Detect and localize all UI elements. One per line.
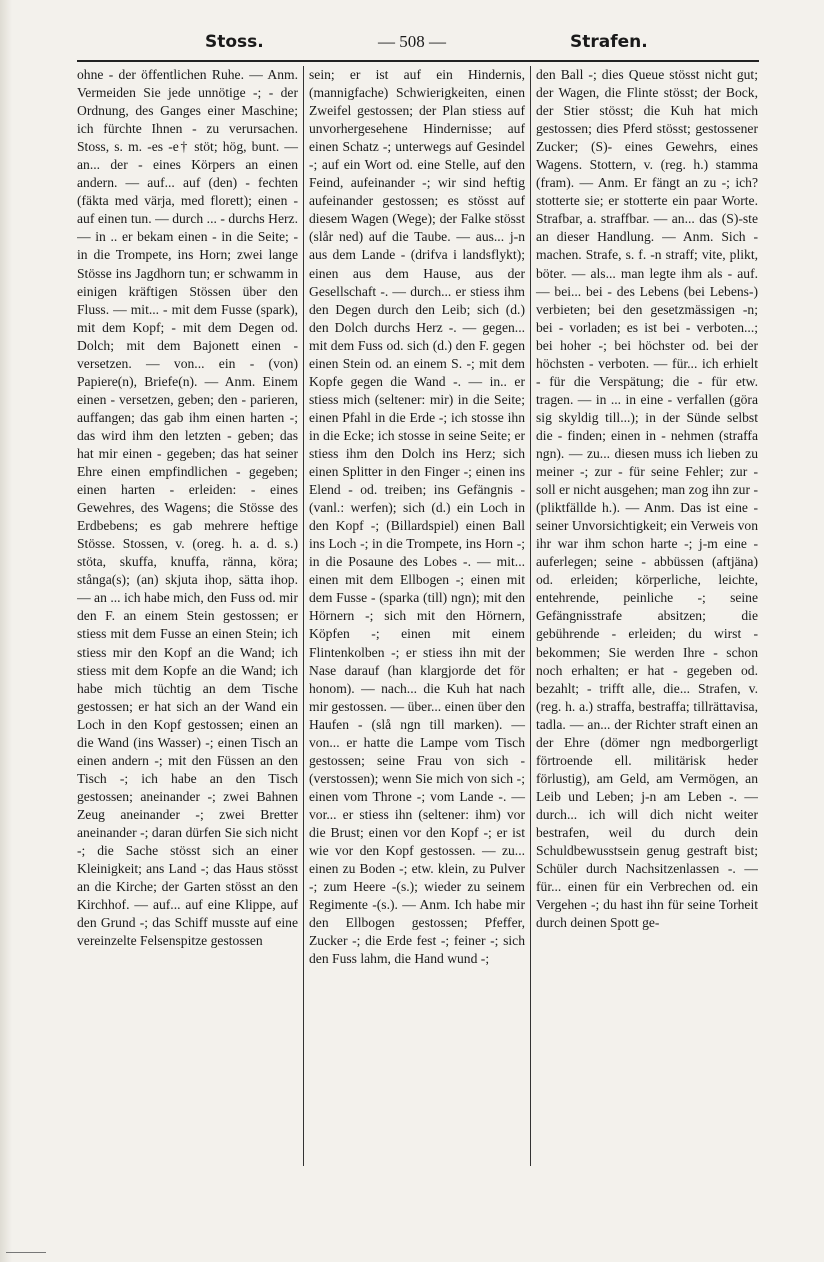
column-3 xyxy=(531,66,758,1166)
page-number: — 508 — xyxy=(378,32,446,51)
column-2 xyxy=(304,66,531,1166)
column-1 xyxy=(77,66,304,1166)
column-1-text: ohne - der öffentlichen Ruhe. — Anm. Vermeiden Sie jede unnötige -; - der Ordnung, des Ganges einer Maschine; ich fürchte Ihnen - zu verursachen. Stoss, s. m. -es -e† stöt; hög, bunt. — an... der - eines Körpers an einen andern. — auf... auf (den) - fechten (fäkta med värja, med florett); einen - auf einen tun. — durch ... - durchs Herz. — in .. er bekam einen - in die Seite; - in die Trompete, ins Horn; zwei lange Stösse ins Jagdhorn tun; er schwamm in einigen kräftigen Stössen über den Fluss. — mit... - mit dem Fusse (spark), mit dem Kopf; - mit dem Degen od. Dolch; mit dem Bajonett einen - versetzen. — von... ein - (von) Papiere(n), Briefe(n). — Anm. Einem einen - versetzen, geben; den - parieren, auffangen; das gab ihm einen harten -; das wird ihm den letzten - geben; das hat mir einen - gegeben; das hat seiner Ehre einen empfindlichen - gegeben; einen harten - erleiden: - eines Gewehres, des Wagens; die Stösse des Erdbebens; es gab mehrere heftige Stösse. Stossen, v. (oreg. h. a. d. s.) stöta, skuffa, knuffa, ränna, köra; stånga(s); (an) skjuta ihop, sätta ihop. — an ... ich habe mich, den Fuss od. mir den F. an einem Stein gestossen; er stiess mit dem Fusse an einen Stein; ich stiess mir den Kopf an die Wand; ich stiess mit dem Kopfe an die Wand; ich habe mich tüchtig an dem Tische gestossen; er hat sich an der Wand ein Loch in den Kopf gestossen; einen an die Wand (ins Wasser) -; einen Tisch an einen andern -; mit den Füssen an den Tisch -; ich habe an den Tisch gestossen; aneinander -; zwei Bahnen Zeug aneinander -; zwei Bretter aneinander -; daran dürfen Sie sich nicht -; die Sache stösst sich an einer Kleinigkeit; ans Land -; das Haus stösst an die Kirche; der Garten stösst an den Kirchhof. — auf... auf eine Klippe, auf den Grund -; das Schiff musste auf eine vereinzelte Felsenspitze gestossen xyxy=(77,67,298,949)
column-3-text: den Ball -; dies Queue stösst nicht gut; der Wagen, die Flinte stösst; der Bock, der Stier stösst; die Kuh hat mich gestossen; dies Pferd stösst; gestossener Zucker; (S)- eines Gewehrs, eines Wagens. Stottern, v. (reg. h.) stamma (fram). — Anm. Er fängt an zu -; ich? stotterte sie; er stotterte ein paar Worte. Strafbar, a. straffbar. — an... das (S)-ste an dieser Handlung. — Anm. Sich - machen. Strafe, s. f. -n straff; vite, plikt, böter. — als... man legte ihm als - auf. — bei... bei - des Lebens (bei Lebens-) verbieten; bei den gesetzmässigen -n; bei - vorladen; es ist bei - verboten...; bei hoher -; bei höchster od. bei der höchsten - verboten. — für... ich erhielt - für die Verspätung; die - für etw. tragen. — in ... in eine - verfallen (göra sig skyldig till...); in der Sünde selbst die - finden; einen in - nehmen (straffa ngn). — zu... diesen muss ich lieben zu meiner -; zur - für seine Fehler; zur - soll er nicht ausgehen; man zog ihn zur - (pliktfällde h.). — Anm. Das ist eine - seiner Unvorsichtigkeit; ein Verweis von ihr war ihm schon harte -; j-m eine - auferlegen; seine - abbüssen (aftjäna) od. erleiden; körperliche, leichte, entehrende, peinliche -; seine Gefängnisstrafe absitzen; die gebührende - erleiden; du wirst - bekommen; Sie werden Ihre - schon noch erhalten; er hat - gegeben od. bezahlt; - trifft alle, die... Strafen, v. (reg. h. a.) straffa, bestraffa; tillrättavisa, tadla. — an... der Richter straft einen an der Ehre (dömer ngn medborgerligt förtroende ell. militärisk heder förlustig), am Geld, am Vermögen, an Leib und Leben; j-n am Leben -. — durch... ich will dich nicht weiter bestrafen, weil du durch dein Schuldbewusstsein genug gestraft bist; Schüler durch Nachsitzenlassen -. — für... einen für ein Verbrechen od. ein Vergehen -; du hast ihn für seine Torheit durch deinen Spott ge- xyxy=(536,67,758,931)
header-left-word: Stoss. xyxy=(205,32,264,52)
header-rule xyxy=(77,60,759,62)
text-columns xyxy=(77,66,759,1166)
column-2-text: sein; er ist auf ein Hindernis, (mannigfache) Schwierigkeiten, einen Zweifel gestossen; der Plan stiess auf unvorhergesehene Hindernisse; auf einen Schatz -; unterwegs auf Gesindel -; auf ein Wort od. eine Stelle, auf den Feind, aufeinander -; wir sind heftig aufeinander gestossen; es stösst auf diesem Wagen (Wege); der Falke stösst (slår ned) auf die Taube. — aus... j-n aus dem Lande - (drifva i landsflykt); einen aus dem Hause, aus der Gesellschaft -. — durch... er stiess ihm den Degen durch den Leib; sich (d.) den Dolch durchs Herz -. — gegen... mit dem Fuss od. sich (d.) den F. gegen einen Stein od. an einem S. -; mit dem Kopfe gegen die Wand -. — in.. er stiess mich (seltener: mir) in die Seite; einen Pfahl in die Erde -; ich stosse ihn in die Ecke; ich stosse in seine Seite; er stiess ihm den Dolch ins Herz; sich einen Splitter in den Finger -; einen ins Elend - od. treiben; ins Gefängnis - (vanl.: werfen); sich (d.) ein Loch in den Kopf -; (Billardspiel) einen Ball ins Loch -; in die Trompete, ins Horn -; in die Posaune des Lobes -. — mit... einen mit dem Ellbogen -; einen mit dem Fusse - (sparka (till) ngn); mit den Hörnern -; sich mit den Hörnern, Köpfen -; einen mit einem Flintenkolben -; er stiess ihn mit der Nase darauf (han klargjorde det för honom). — nach... die Kuh hat nach mir gestossen. — über... einen über den Haufen - (slå ngn till marken). — von... er hatte die Lampe vom Tisch gestossen; seine Frau von sich - (verstossen); wenn Sie mich von sich -; einen vom Throne -; vom Lande -. — vor... er stiess ihn (seltener: ihm) vor die Brust; einen vor den Kopf -; er ist wie vor den Kopf gestossen. — zu... einen zu Boden -; etw. klein, zu Pulver -; zum Heere -(s.); wieder zu seinem Regimente -(s.). — Anm. Ich habe mir den Ellbogen gestossen; Pfeffer, Zucker -; die Erde fest -; feiner -; sich den Fuss lahm, die Hand wund -; xyxy=(309,67,525,967)
header-right-word: Strafen. xyxy=(570,32,648,52)
scan-edge-mark xyxy=(6,1252,46,1254)
page-edge xyxy=(0,0,12,1262)
page-header xyxy=(70,26,760,56)
